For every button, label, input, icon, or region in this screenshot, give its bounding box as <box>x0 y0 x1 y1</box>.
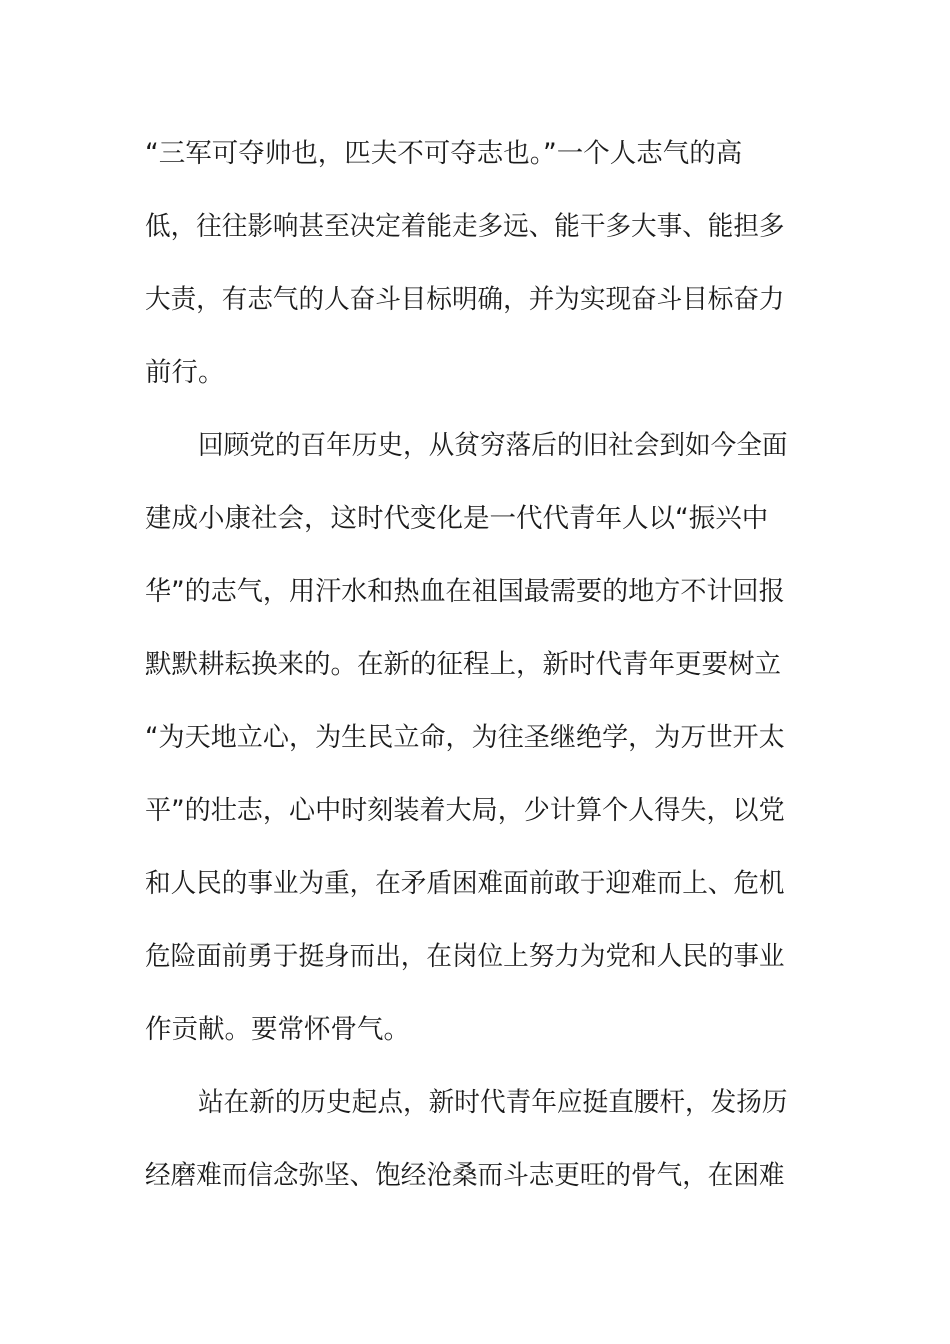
text-line: 建成小康社会，这时代变化是一代代青年人以“振兴中 <box>145 503 769 534</box>
text-line: “为天地立心，为生民立命，为往圣继绝学，为万世开太 <box>145 722 785 753</box>
text-line: 前行。 <box>145 357 225 388</box>
text-line: 低，往往影响甚至决定着能走多远、能干多大事、能担多 <box>145 211 785 242</box>
text-line: 危险面前勇于挺身而出，在岗位上努力为党和人民的事业 <box>145 941 785 972</box>
text-line: 大责，有志气的人奋斗目标明确，并为实现奋斗目标奋力 <box>145 284 785 315</box>
text-line: 和人民的事业为重，在矛盾困难面前敢于迎难而上、危机 <box>145 868 785 899</box>
text-line: 回顾党的百年历史，从贫穷落后的旧社会到如今全面 <box>198 430 788 461</box>
text-line: 作贡献。要常怀骨气。 <box>145 1014 410 1045</box>
text-line: 站在新的历史起点，新时代青年应挺直腰杆，发扬历 <box>198 1087 788 1118</box>
text-line: 默默耕耘换来的。在新的征程上，新时代青年更要树立 <box>145 649 781 680</box>
text-line: 平”的壮志，心中时刻装着大局，少计算个人得失，以党 <box>145 795 785 826</box>
text-line: 华”的志气，用汗水和热血在祖国最需要的地方不计回报 <box>145 576 785 607</box>
text-line: 经磨难而信念弥坚、饱经沧桑而斗志更旺的骨气，在困难 <box>145 1160 785 1191</box>
text-line: “三军可夺帅也，匹夫不可夺志也。”一个人志气的高 <box>145 138 743 169</box>
